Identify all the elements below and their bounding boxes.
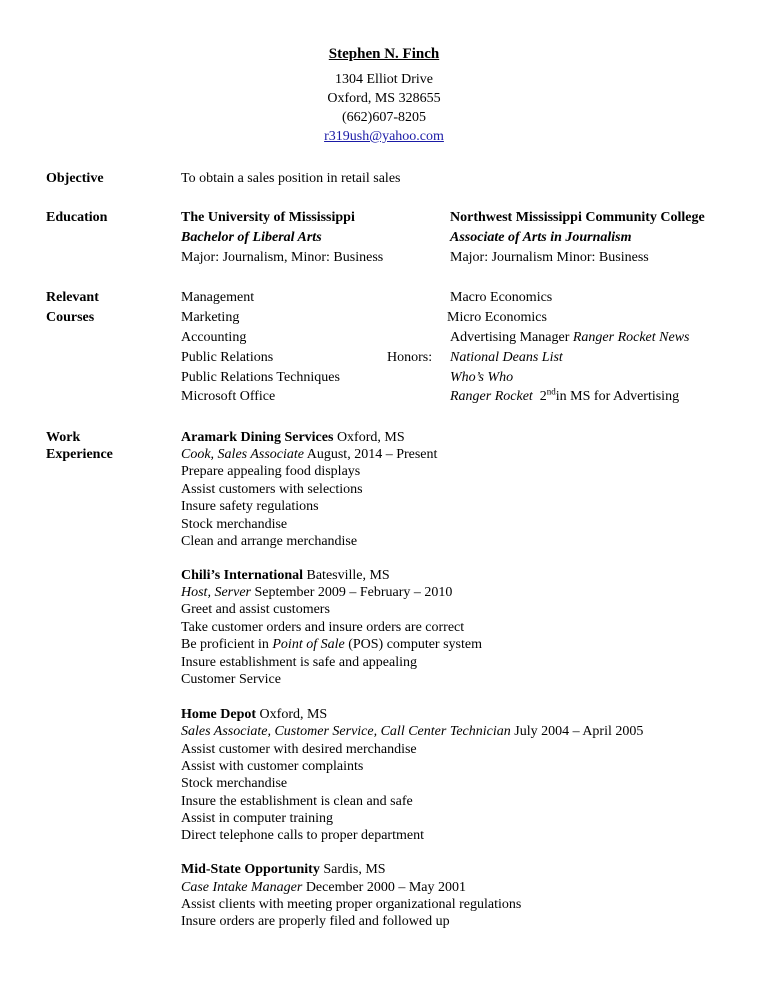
courses-label-1: Relevant xyxy=(46,290,99,305)
job-header xyxy=(181,706,327,723)
candidate-name: Stephen N. Finch xyxy=(328,46,440,62)
course-item: Management xyxy=(181,290,255,305)
employer-name: Chili’s International xyxy=(181,568,303,583)
honors-label: Honors: xyxy=(387,350,433,365)
duty-item: Stock merchandise xyxy=(181,517,288,532)
job-title: Cook, Sales Associate xyxy=(181,447,305,462)
course-item: Accounting xyxy=(181,330,247,345)
job-dates: September 2009 – February – 2010 xyxy=(251,585,453,600)
school-1: The University of Mississippi xyxy=(181,210,355,225)
duty-item xyxy=(181,636,482,653)
duty-item: Stock merchandise xyxy=(181,776,288,791)
job-dates: July 2004 – April 2005 xyxy=(510,724,644,739)
employer-name: Mid-State Opportunity xyxy=(181,862,320,877)
duty-item: Assist customer with desired merchandise xyxy=(181,742,417,757)
duty-item: Assist clients with meeting proper organizational regulations xyxy=(181,897,522,912)
major-1: Major: Journalism, Minor: Business xyxy=(181,250,384,265)
advertising-manager xyxy=(450,329,690,346)
advertising-publication: Ranger Rocket News xyxy=(572,330,690,345)
duty-item: Direct telephone calls to proper department xyxy=(181,828,424,843)
duty-item: Insure establishment is safe and appealing xyxy=(181,655,417,670)
duty-item: Assist with customer complaints xyxy=(181,759,364,774)
employer-name: Aramark Dining Services xyxy=(181,430,334,445)
school-2: Northwest Mississippi Community College xyxy=(450,210,705,225)
employer-name: Home Depot xyxy=(181,707,257,722)
phone-line: (662)607-8205 xyxy=(342,110,426,125)
objective-label: Objective xyxy=(46,171,104,186)
address-line: 1304 Elliot Drive xyxy=(335,72,433,87)
degree-2: Associate of Arts in Journalism xyxy=(450,230,632,245)
honor-item: National Deans List xyxy=(450,350,563,365)
honor-rank: 2 xyxy=(539,389,547,404)
course-item: Public Relations Techniques xyxy=(181,370,340,385)
employer-location: Batesville, MS xyxy=(303,568,390,583)
job-title-line xyxy=(181,879,466,896)
employer-location: Sardis, MS xyxy=(319,862,386,877)
duty-item: Insure the establishment is clean and safe xyxy=(181,794,413,809)
major-2: Major: Journalism Minor: Business xyxy=(450,250,649,265)
duty-item: Clean and arrange merchandise xyxy=(181,534,358,549)
duty-item: Insure orders are properly filed and followed up xyxy=(181,914,450,929)
job-dates: August, 2014 – Present xyxy=(304,447,438,462)
honor-item: Who’s Who xyxy=(450,370,514,385)
duty-item: Customer Service xyxy=(181,672,281,687)
job-title-line xyxy=(181,446,437,463)
employer-location: Oxford, MS xyxy=(333,430,405,445)
job-header xyxy=(181,861,386,878)
duty-text: Be proficient in xyxy=(181,637,273,652)
education-label: Education xyxy=(46,210,108,225)
honor-rank-suffix: nd xyxy=(546,386,556,397)
honor-rank-text: in MS for Advertising xyxy=(555,389,680,404)
advertising-prefix: Advertising Manager xyxy=(450,330,573,345)
duty-item: Assist customers with selections xyxy=(181,482,363,497)
job-title: Host, Server xyxy=(181,585,251,600)
duty-item: Insure safety regulations xyxy=(181,499,319,514)
course-item: Macro Economics xyxy=(450,290,553,305)
course-item: Public Relations xyxy=(181,350,274,365)
work-label-1: Work xyxy=(46,430,81,445)
job-dates: December 2000 – May 2001 xyxy=(302,880,466,895)
course-item: Microsoft Office xyxy=(181,389,276,404)
duty-item: Greet and assist customers xyxy=(181,602,330,617)
job-header xyxy=(181,429,405,446)
courses-label-2: Courses xyxy=(46,310,95,325)
duty-item: Take customer orders and insure orders are correct xyxy=(181,620,465,635)
email-link[interactable]: r319ush@yahoo.com xyxy=(324,129,444,144)
employer-location: Oxford, MS xyxy=(256,707,328,722)
course-item: Marketing xyxy=(181,310,240,325)
honor-publication: Ranger Rocket xyxy=(450,389,533,404)
degree-1: Bachelor of Liberal Arts xyxy=(181,230,322,245)
course-item: Micro Economics xyxy=(447,310,547,325)
city-line: Oxford, MS 328655 xyxy=(327,91,441,106)
work-label-2: Experience xyxy=(46,447,113,462)
job-title-line xyxy=(181,584,452,601)
duty-system-name: Point of Sale xyxy=(272,637,345,652)
honor-item xyxy=(450,388,679,405)
job-title: Sales Associate, Customer Service, Call Center Technician xyxy=(181,724,511,739)
objective-text: To obtain a sales position in retail sales xyxy=(181,171,401,186)
duty-item: Prepare appealing food displays xyxy=(181,464,361,479)
duty-item: Assist in computer training xyxy=(181,811,334,826)
job-header xyxy=(181,567,390,584)
job-title: Case Intake Manager xyxy=(181,880,303,895)
job-title-line xyxy=(181,723,643,740)
duty-text: (POS) computer system xyxy=(344,637,482,652)
